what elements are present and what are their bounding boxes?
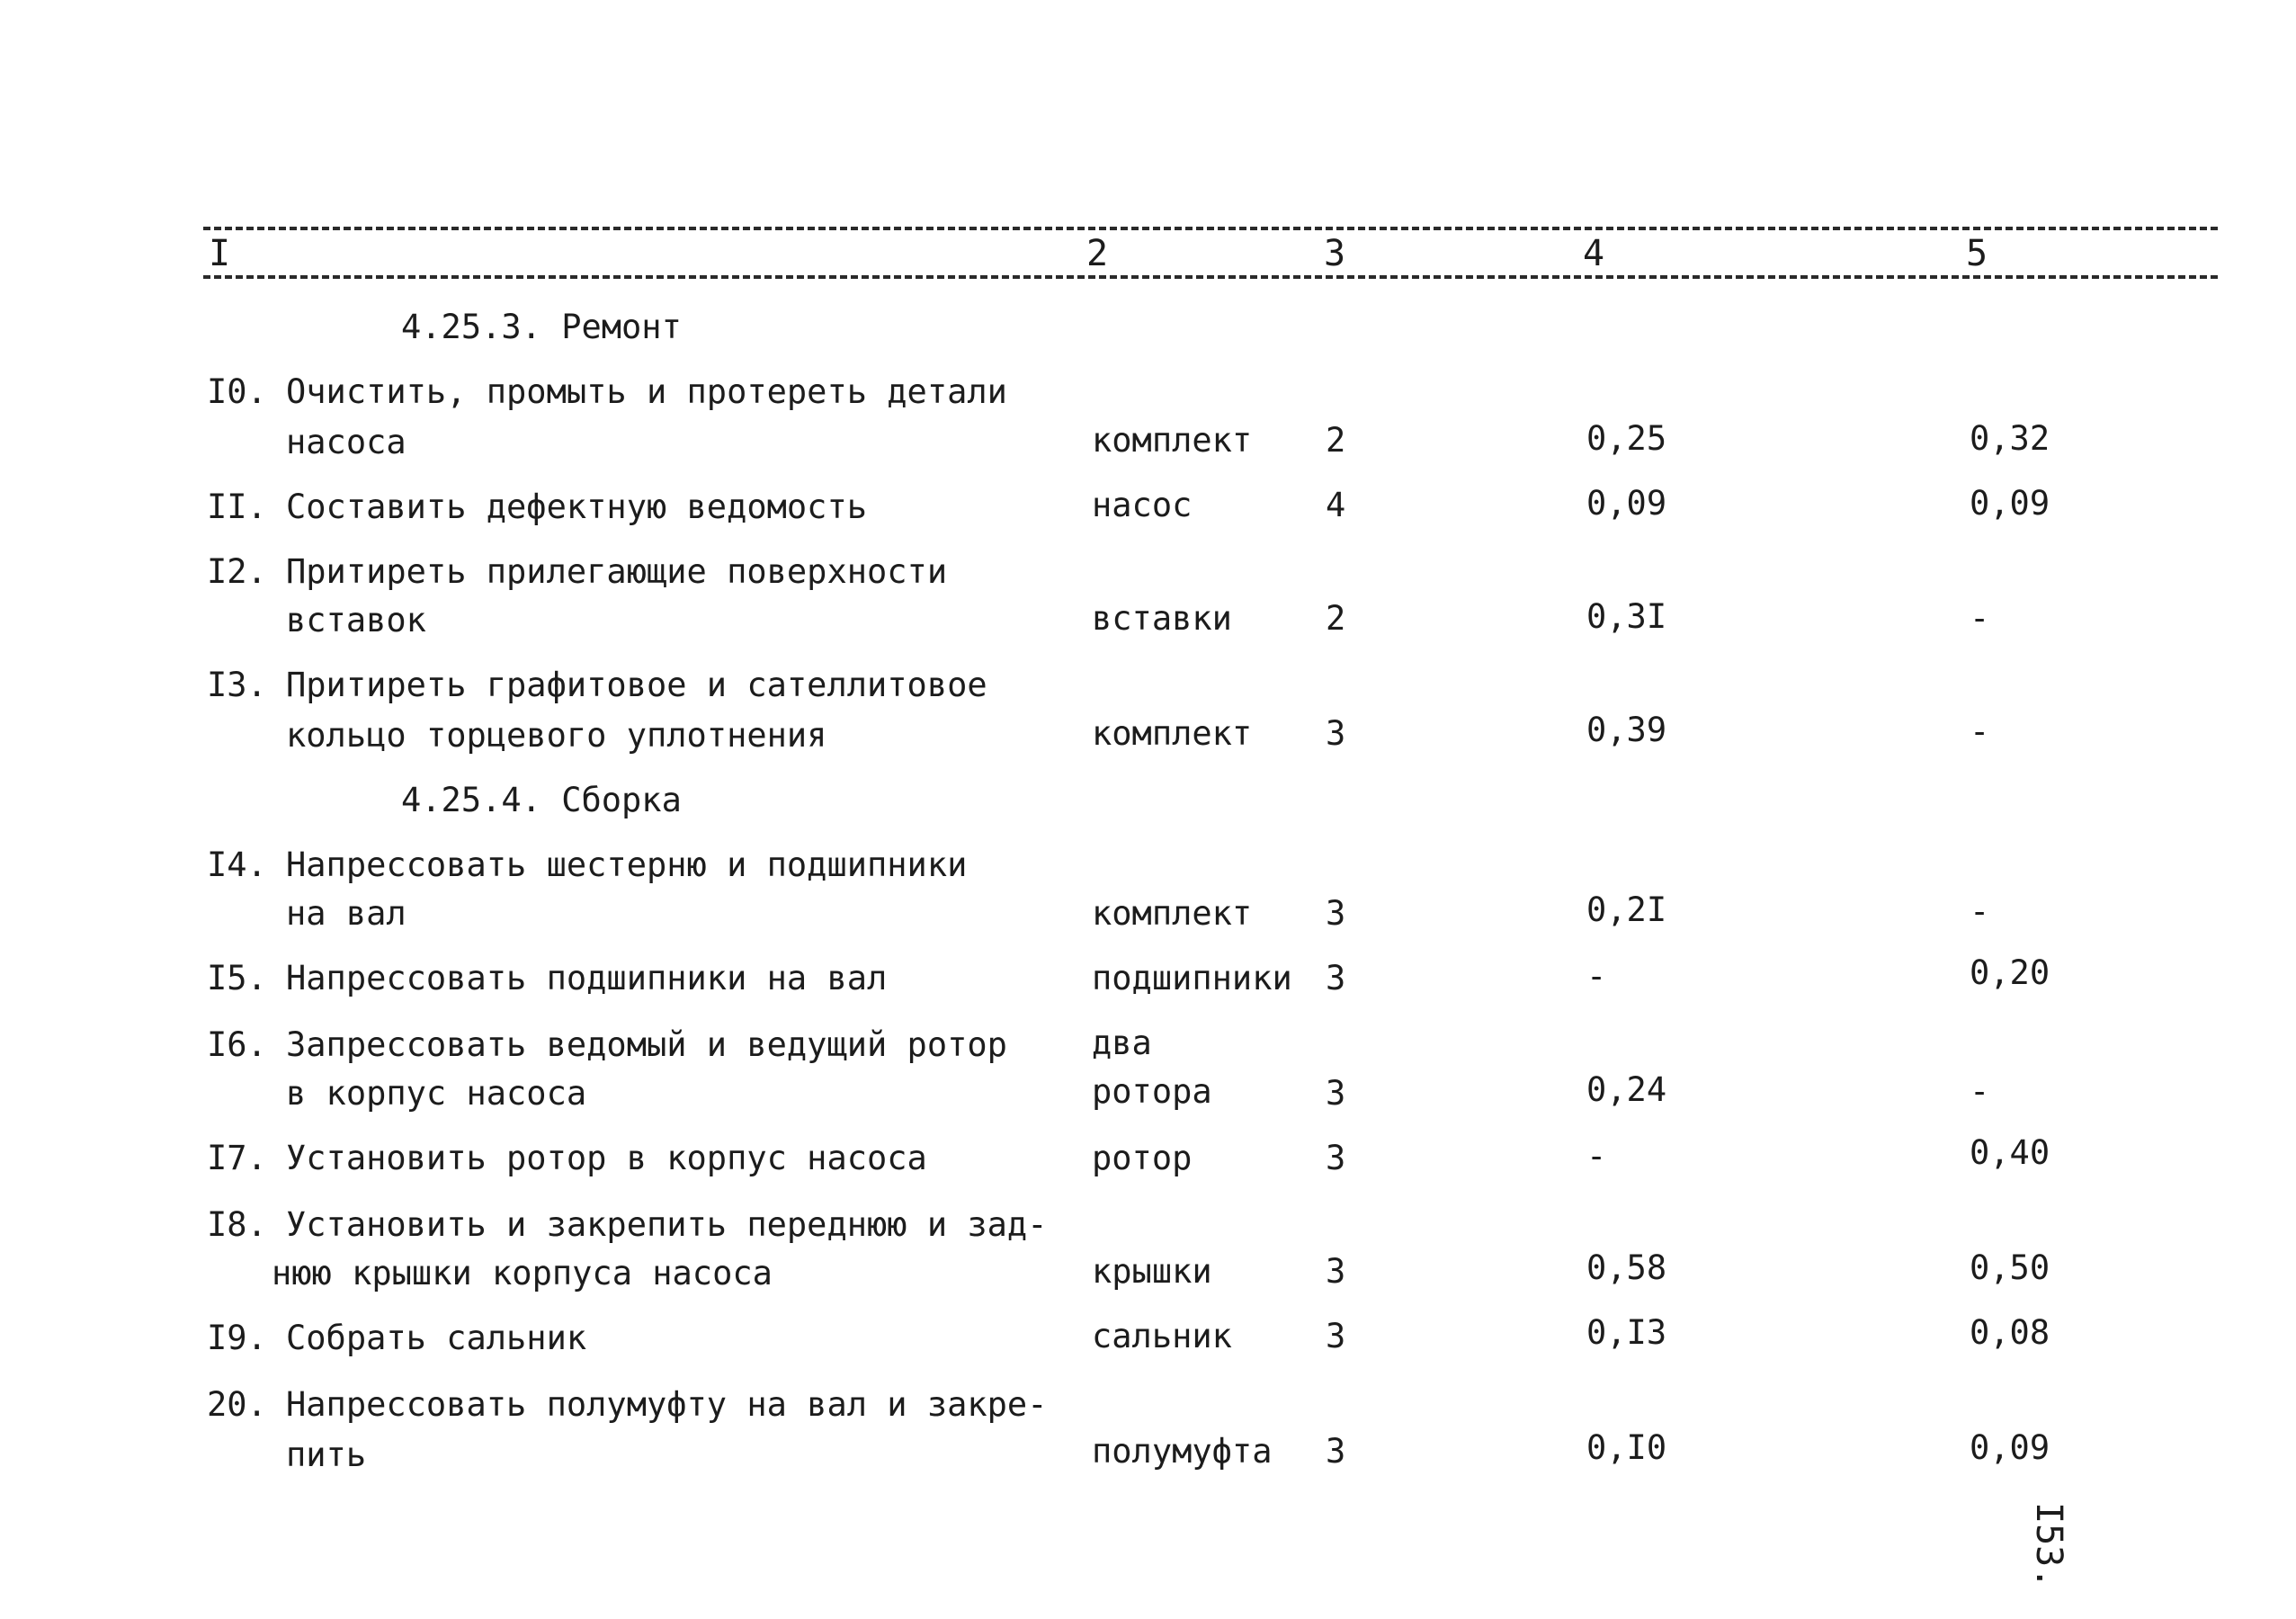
row-unit-line1: два: [1092, 1024, 1152, 1062]
row-number: I8.: [207, 1205, 267, 1244]
row-description-line2: на вал: [286, 894, 406, 933]
row-quantity: 3: [1326, 1432, 1346, 1471]
row-description-line2: нюю крышки корпуса насоса: [272, 1254, 773, 1293]
row-unit: комплект: [1092, 714, 1253, 753]
row-value-col5: 0,08: [1970, 1313, 2050, 1352]
table-top-rule: [203, 227, 2218, 230]
row-value-col4: -: [1586, 1137, 1607, 1176]
row-number: I3.: [207, 666, 267, 704]
row-unit: комплект: [1092, 894, 1253, 933]
page-number: I53.: [2028, 1502, 2069, 1589]
row-number: I5.: [207, 959, 267, 997]
row-number: I6.: [207, 1025, 267, 1064]
row-description-line2: в корпус насоса: [286, 1074, 587, 1113]
row-description-line1: Составить дефектную ведомость: [286, 487, 868, 526]
row-quantity: 3: [1326, 894, 1346, 933]
row-description-line1: Очистить, промыть и протереть детали: [286, 372, 1007, 411]
column-header-1: I: [209, 233, 231, 274]
row-description-line1: Притиреть графитовое и сателлитовое: [286, 666, 987, 704]
row-description-line2: вставок: [286, 601, 426, 640]
row-value-col5: 0,09: [1970, 484, 2050, 523]
row-quantity: 3: [1326, 1317, 1346, 1355]
column-header-4: 4: [1583, 233, 1605, 274]
row-value-col4: 0,24: [1586, 1070, 1667, 1109]
row-value-col4: 0,3I: [1586, 597, 1667, 636]
row-quantity: 2: [1326, 421, 1346, 460]
row-number: 20.: [207, 1385, 267, 1424]
row-value-col4: 0,I0: [1586, 1428, 1667, 1467]
row-description-line1: Притиреть прилегающие поверхности: [286, 552, 948, 591]
column-header-3: 3: [1324, 233, 1346, 274]
row-value-col5: -: [1970, 712, 1990, 751]
row-value-col4: 0,39: [1586, 711, 1667, 749]
row-description-line1: Установить и закрепить переднюю и зад-: [286, 1205, 1048, 1244]
table-header-rule: [203, 275, 2218, 279]
row-number: I4.: [207, 845, 267, 884]
row-value-col5: 0,09: [1970, 1428, 2050, 1467]
row-number: II.: [207, 487, 267, 526]
row-value-col5: 0,20: [1970, 953, 2050, 992]
row-description-line1: Напрессовать шестерню и подшипники: [286, 845, 968, 884]
row-value-col5: -: [1970, 1072, 1990, 1111]
row-number: I9.: [207, 1319, 267, 1357]
row-unit: крышки: [1092, 1252, 1212, 1291]
row-value-col4: 0,I3: [1586, 1313, 1667, 1352]
row-unit: вставки: [1092, 599, 1232, 638]
column-header-2: 2: [1086, 233, 1109, 274]
row-value-col5: 0,50: [1970, 1248, 2050, 1287]
row-quantity: 3: [1326, 1139, 1346, 1177]
row-quantity: 3: [1326, 1074, 1346, 1113]
section-title-repair: 4.25.3. Ремонт: [401, 308, 682, 346]
row-quantity: 2: [1326, 599, 1346, 638]
row-quantity: 3: [1326, 959, 1346, 997]
row-number: I7.: [207, 1139, 267, 1177]
row-unit: полумуфта: [1092, 1432, 1273, 1471]
row-value-col5: 0,40: [1970, 1133, 2050, 1172]
row-description-line2: насоса: [286, 423, 406, 461]
row-value-col5: -: [1970, 599, 1990, 638]
row-number: I2.: [207, 552, 267, 591]
row-value-col4: 0,25: [1586, 419, 1667, 458]
row-value-col4: -: [1586, 957, 1607, 996]
row-quantity: 4: [1326, 486, 1346, 524]
row-value-col4: 0,2I: [1586, 890, 1667, 929]
row-description-line2: кольцо торцевого уплотнения: [286, 716, 827, 755]
row-quantity: 3: [1326, 1252, 1346, 1291]
row-value-col4: 0,58: [1586, 1248, 1667, 1287]
section-title-assembly: 4.25.4. Сборка: [401, 781, 682, 819]
row-unit: ротора: [1092, 1072, 1212, 1111]
row-description-line1: Установить ротор в корпус насоса: [286, 1139, 927, 1177]
row-value-col5: 0,32: [1970, 419, 2050, 458]
column-header-5: 5: [1966, 233, 1988, 274]
row-description-line1: Напрессовать подшипники на вал: [286, 959, 888, 997]
row-unit: насос: [1092, 486, 1193, 524]
row-description-line1: Собрать сальник: [286, 1319, 587, 1357]
row-unit: ротор: [1092, 1139, 1193, 1177]
row-value-col4: 0,09: [1586, 484, 1667, 523]
row-value-col5: -: [1970, 892, 1990, 931]
row-quantity: 3: [1326, 714, 1346, 753]
row-description-line1: Напрессовать полумуфту на вал и закре-: [286, 1385, 1048, 1424]
row-unit: комплект: [1092, 421, 1253, 460]
row-unit: подшипники: [1092, 959, 1292, 997]
row-description-line1: Запрессовать ведомый и ведущий ротор: [286, 1025, 1007, 1064]
row-unit: сальник: [1092, 1317, 1232, 1355]
row-number: I0.: [207, 372, 267, 411]
row-description-line2: пить: [286, 1436, 367, 1474]
